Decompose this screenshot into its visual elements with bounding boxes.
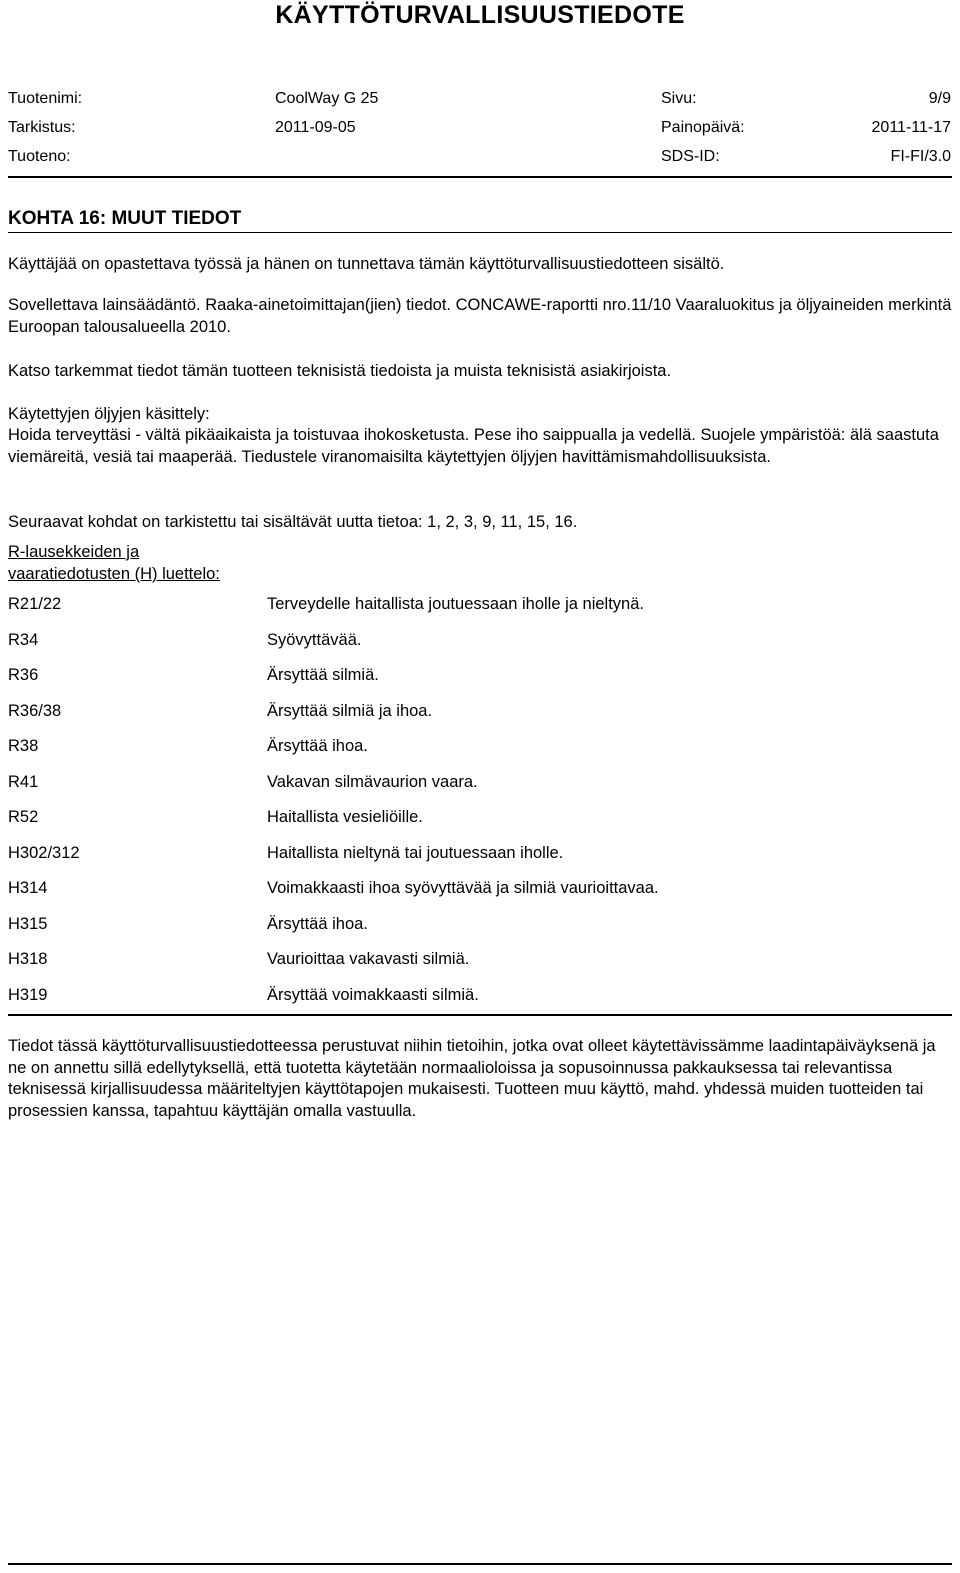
page-label: Sivu: (661, 90, 697, 107)
phrase-code: R36/38 (8, 702, 62, 720)
product-name-value: CoolWay G 25 (275, 90, 379, 107)
product-no-label: Tuoteno: (8, 148, 71, 165)
page-value: 9/9 (928, 90, 951, 107)
phrase-code: H319 (8, 986, 48, 1004)
sds-id-label: SDS-ID: (661, 148, 720, 165)
print-date-value: 2011-11-17 (871, 119, 951, 136)
phrase-text: Ärsyttää ihoa. (267, 737, 368, 755)
used-oils-text: Hoida terveyttäsi - vältä pikäaikaista ja toistuvaa ihokosketusta. Pese iho saippualla ja vedellä. Suojele ympäristöä: älä saastuta viemäreitä, vesiä tai maaperää. Tiedustele viranomaisilta käytettyjen öljyjen havittämismahdollisuuksista. (8, 426, 939, 466)
phrase-code: R41 (8, 773, 39, 791)
phrase-text: Voimakkaasti ihoa syövyttävää ja silmiä vaurioittavaa. (267, 879, 659, 897)
phrase-text: Syövyttävää. (267, 631, 362, 649)
revision-label: Tarkistus: (8, 119, 76, 136)
revised-sections: Seuraavat kohdat on tarkistettu tai sisältävät uutta tietoa: 1, 2, 3, 9, 11, 15, 16. (8, 513, 578, 531)
section-heading: KOHTA 16: MUUT TIEDOT (8, 208, 242, 229)
used-oils-heading: Käytettyjen öljyjen käsittely: (8, 405, 210, 423)
paragraph-user-instructions: Käyttäjää on opastettava työssä ja hänen on tunnettava tämän käyttöturvallisuustiedotteen sisältö. (8, 255, 725, 273)
section-heading-rule (8, 232, 952, 233)
phrase-code: R21/22 (8, 595, 62, 613)
r-list-heading-line1: R-lausekkeiden ja (8, 543, 140, 561)
disclaimer-text: Tiedot tässä käyttöturvallisuustiedotteessa perustuvat niihin tietoihin, jotka ovat olleet käytettävissämme laadintapäiväyksenä ja ne on annettu sillä edellytyksellä, että tuotetta käytetään normaalioloissa ja sopusoinnussa pakkauksessa tai relevantissa teknisessä kirjallisuudessa määriteltyjen käyttötapojen mukaisesti. Tuotteen muu käyttö, mahd. yhdessä muiden tuotteiden tai prosessien kanssa, tapahtuu käyttäjän omalla vastuulla. (8, 1037, 936, 1120)
phrase-code: H315 (8, 915, 48, 933)
document-title: KÄYTTÖTURVALLISUUSTIEDOTE (275, 1, 685, 29)
phrase-text: Terveydelle haitallista joutuessaan iholle ja nieltynä. (267, 595, 644, 613)
phrase-code: R34 (8, 631, 39, 649)
phrase-code: H318 (8, 950, 48, 968)
revision-value: 2011-09-05 (275, 119, 356, 136)
phrase-code: R52 (8, 808, 39, 826)
phrase-text: Ärsyttää silmiä. (267, 666, 379, 684)
print-date-label: Painopäivä: (661, 119, 745, 136)
disclaimer-divider (8, 1014, 952, 1016)
paragraph-legislation: Sovellettava lainsäädäntö. Raaka-ainetoimittajan(jien) tiedot. CONCAWE-raportti nro.11/10 Vaaraluokitus ja öljyaineiden merkintä Euroopan talousalueella 2010. (8, 296, 952, 336)
phrase-text: Vakavan silmävaurion vaara. (267, 773, 478, 791)
phrase-code: H314 (8, 879, 48, 897)
phrase-text: Ärsyttää ihoa. (267, 915, 368, 933)
product-name-label: Tuotenimi: (8, 90, 83, 107)
header-divider (8, 176, 952, 178)
phrase-text: Vaurioittaa vakavasti silmiä. (267, 950, 470, 968)
phrase-code: R36 (8, 666, 39, 684)
sds-id-value: FI-FI/3.0 (890, 148, 951, 165)
phrase-text: Ärsyttää voimakkaasti silmiä. (267, 986, 479, 1004)
phrase-code: H302/312 (8, 844, 80, 862)
r-list-heading-line2: vaaratiedotusten (H) luettelo: (8, 565, 220, 583)
phrase-text: Haitallista vesieliöille. (267, 808, 423, 826)
paragraph-technical-info: Katso tarkemmat tiedot tämän tuotteen teknisistä tiedoista ja muista teknisistä asiakirjoista. (8, 362, 672, 380)
phrase-text: Ärsyttää silmiä ja ihoa. (267, 702, 433, 720)
footer-divider (8, 1563, 952, 1565)
phrase-code: R38 (8, 737, 39, 755)
phrase-text: Haitallista nieltynä tai joutuessaan iholle. (267, 844, 564, 862)
